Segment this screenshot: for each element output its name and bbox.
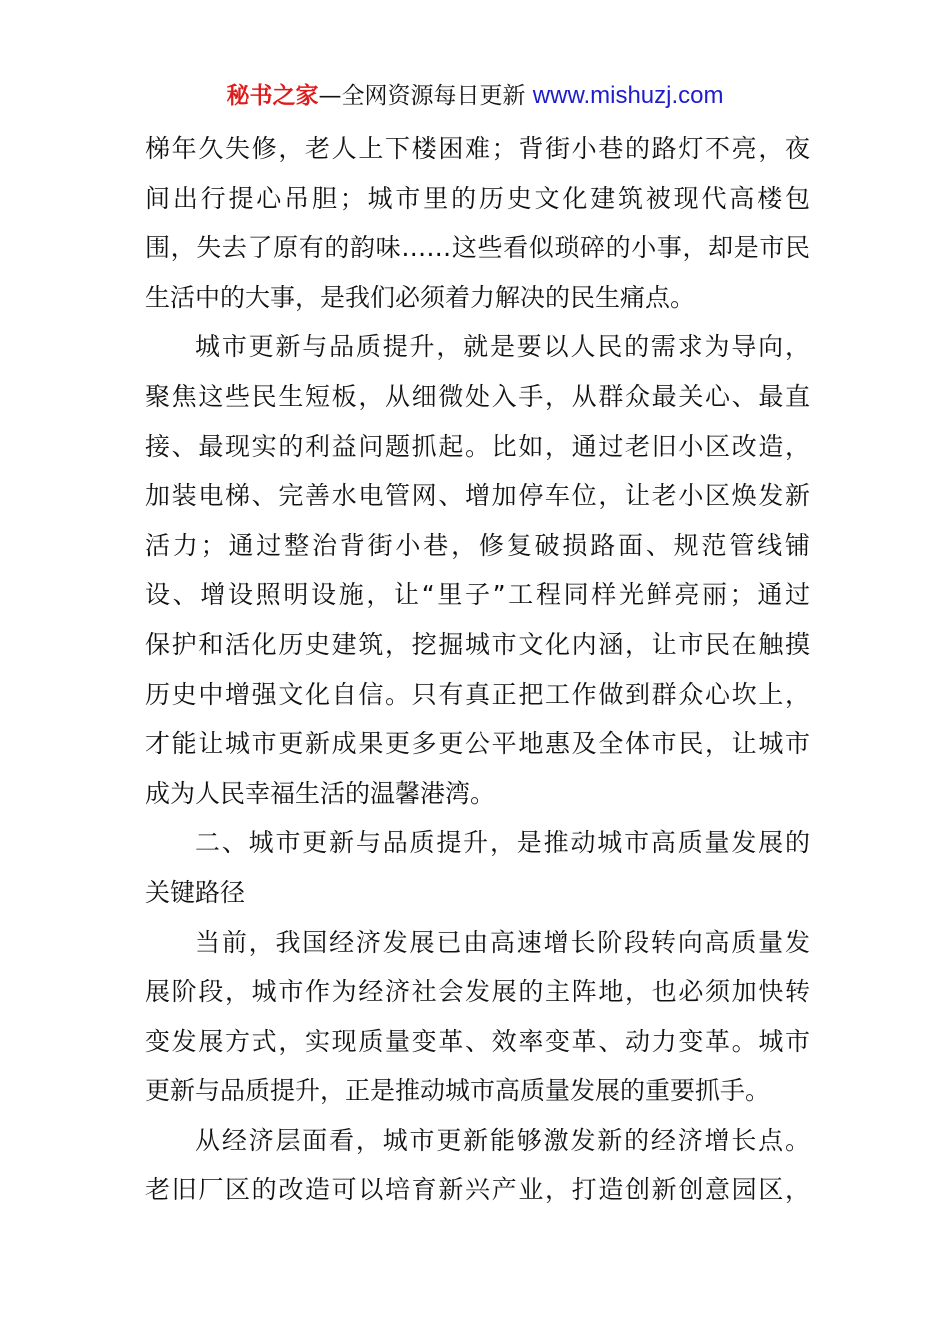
section-heading-line: 二、城市更新与品质提升，是推动城市高质量发展的 bbox=[195, 828, 810, 858]
text-line: 历史中增强文化自信。只有真正把工作做到群众心坎上， bbox=[145, 679, 810, 709]
text-line: 当前，我国经济发展已由高速增长阶段转向高质量发 bbox=[195, 927, 810, 957]
text-line: 生活中的大事，是我们必须着力解决的民生痛点。 bbox=[145, 282, 696, 312]
text-line: 从经济层面看，城市更新能够激发新的经济增长点。 bbox=[195, 1125, 810, 1155]
site-link[interactable]: www.mishuzj.com bbox=[532, 82, 724, 109]
text-line: 加装电梯、完善水电管网、增加停车位，让老小区焕发新 bbox=[145, 481, 810, 511]
header-tagline: —全网资源每日更新 bbox=[318, 83, 526, 109]
page-header bbox=[0, 80, 950, 112]
text-line: 成为人民幸福生活的温馨港湾。 bbox=[145, 778, 496, 808]
text-line: 间出行提心吊胆；城市里的历史文化建筑被现代高楼包 bbox=[145, 183, 810, 213]
text-line: 城市更新与品质提升，就是要以人民的需求为导向， bbox=[195, 332, 810, 362]
text-line: 聚焦这些民生短板，从细微处入手，从群众最关心、最直 bbox=[145, 381, 810, 411]
section-heading-line: 关键路径 bbox=[145, 877, 246, 907]
text-line: 围，失去了原有的韵味……这些看似琐碎的小事，却是市民 bbox=[145, 233, 810, 263]
document-body bbox=[145, 124, 810, 1215]
text-line: 接、最现实的利益问题抓起。比如，通过老旧小区改造， bbox=[145, 431, 810, 461]
text-line: 活力；通过整治背街小巷，修复破损路面、规范管线铺 bbox=[145, 530, 810, 560]
text-line: 更新与品质提升，正是推动城市高质量发展的重要抓手。 bbox=[145, 1076, 771, 1106]
text-line: 梯年久失修，老人上下楼困难；背街小巷的路灯不亮，夜 bbox=[145, 134, 810, 163]
text-line: 变发展方式，实现质量变革、效率变革、动力变革。城市 bbox=[145, 1026, 810, 1056]
text-line: 才能让城市更新成果更多更公平地惠及全体市民，让城市 bbox=[145, 729, 810, 759]
text-line: 展阶段，城市作为经济社会发展的主阵地，也必须加快转 bbox=[145, 977, 810, 1007]
text-line: 保护和活化历史建筑，挖掘城市文化内涵，让市民在触摸 bbox=[145, 629, 810, 659]
brand-name: 秘书之家 bbox=[226, 83, 319, 109]
text-line: 设、增设照明设施，让“里子”工程同样光鲜亮丽；通过 bbox=[145, 580, 810, 610]
text-line: 老旧厂区的改造可以培育新兴产业，打造创新创意园区， bbox=[145, 1175, 810, 1205]
